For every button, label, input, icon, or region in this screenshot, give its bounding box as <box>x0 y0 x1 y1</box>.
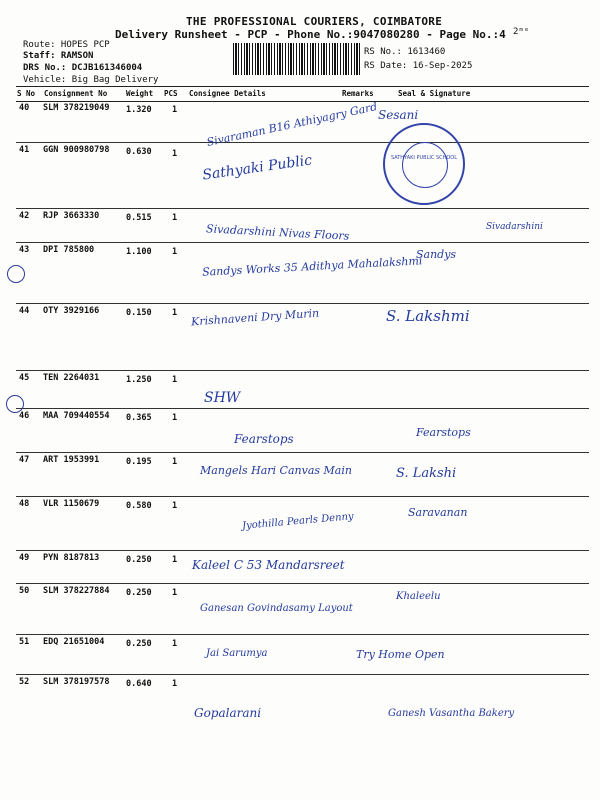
row-weight: 0.250 <box>126 555 152 565</box>
row-consignment: RJP 3663330 <box>43 211 100 221</box>
column-header-seal: Seal & Signature <box>398 89 471 98</box>
handwritten-consignee: Jai Sarumya <box>206 648 268 659</box>
column-header-pcs: PCS <box>164 89 178 98</box>
row-pcs: 1 <box>172 149 178 159</box>
table-row <box>16 550 589 584</box>
row-weight: 0.150 <box>126 308 152 318</box>
table-row <box>16 496 589 551</box>
handwritten-signature: Try Home Open <box>356 648 445 661</box>
table-row <box>16 100 589 149</box>
row-pcs: 1 <box>172 679 178 689</box>
row-consignment: MAA 709440554 <box>43 411 110 421</box>
page-title: THE PROFESSIONAL COURIERS, COIMBATORE <box>186 15 443 28</box>
table-row <box>16 370 589 409</box>
row-sno: 43 <box>19 245 30 255</box>
table-row <box>16 408 589 453</box>
row-pcs: 1 <box>172 213 178 223</box>
table-row <box>16 242 589 304</box>
table-row <box>16 208 589 243</box>
column-header-consignee: Consignee Details <box>189 89 266 98</box>
row-weight: 0.580 <box>126 501 152 511</box>
row-sno: 44 <box>19 306 30 316</box>
row-pcs: 1 <box>172 413 178 423</box>
circle-mark-44 <box>7 265 25 283</box>
handwritten-signature: Sivadarshini <box>486 222 543 232</box>
row-weight: 0.195 <box>126 457 152 467</box>
row-pcs: 1 <box>172 639 178 649</box>
row-weight: 0.515 <box>126 213 152 223</box>
row-consignment: GGN 900980798 <box>43 145 110 155</box>
row-pcs: 1 <box>172 555 178 565</box>
row-weight: 1.320 <box>126 105 152 115</box>
row-pcs: 1 <box>172 308 178 318</box>
row-consignment: SLM 378219049 <box>43 103 110 113</box>
row-consignment: ART 1953991 <box>43 455 100 465</box>
handwritten-signature: Sesani <box>378 108 419 122</box>
table-row <box>16 303 589 371</box>
handwritten-signature: Fearstops <box>416 426 471 439</box>
handwritten-consignee: Kaleel C 53 Mandarsreet <box>192 558 345 572</box>
school-stamp <box>383 123 465 205</box>
column-header-weight: Weight <box>126 89 154 98</box>
handwritten-consignee: Krishnaveni Dry Murin <box>190 306 320 329</box>
row-consignment: TEN 2264031 <box>43 373 100 383</box>
row-pcs: 1 <box>172 501 178 511</box>
row-sno: 52 <box>19 677 30 687</box>
circle-mark-47 <box>6 395 24 413</box>
handwritten-signature: Ganesh Vasantha Bakery <box>388 708 515 719</box>
row-sno: 50 <box>19 586 30 596</box>
school-stamp-text: SATHYAKI PUBLIC SCHOOL <box>390 155 458 161</box>
corner-mark: 2ᵐᵉ <box>513 27 530 37</box>
row-weight: 1.250 <box>126 375 152 385</box>
drs-label: DRS No.: DCJB161346004 <box>23 63 143 73</box>
row-sno: 41 <box>19 145 30 155</box>
school-stamp-inner <box>402 142 448 188</box>
row-consignment: PYN 8187813 <box>43 553 100 563</box>
table-row <box>16 452 589 497</box>
handwritten-consignee: Fearstops <box>234 432 294 446</box>
row-sno: 46 <box>19 411 30 421</box>
row-pcs: 1 <box>172 375 178 385</box>
rs-date: RS Date: 16-Sep-2025 <box>364 61 473 71</box>
row-sno: 40 <box>19 103 30 113</box>
handwritten-consignee: Gopalarani <box>194 706 262 720</box>
handwritten-signature: Sandys <box>416 248 457 261</box>
row-weight: 0.250 <box>126 639 152 649</box>
row-sno: 51 <box>19 637 30 647</box>
page-subtitle: Delivery Runsheet - PCP - Phone No.:9047080280 - Page No.:4 <box>115 28 506 41</box>
row-consignment: OTY 3929166 <box>43 306 100 316</box>
route-label: Route: HOPES PCP <box>23 40 110 50</box>
handwritten-consignee: Ganesan Govindasamy Layout <box>200 603 353 614</box>
row-consignment: EDQ 21651004 <box>43 637 105 647</box>
vehicle-label: Vehicle: Big Bag Delivery <box>23 75 159 85</box>
handwritten-signature: S. Lakshi <box>396 466 457 481</box>
table-row <box>16 634 589 675</box>
row-weight: 0.250 <box>126 588 152 598</box>
column-header-sno: S No <box>17 89 36 98</box>
row-pcs: 1 <box>172 105 178 115</box>
row-sno: 48 <box>19 499 30 509</box>
handwritten-consignee: Sivadarshini Nivas Floors <box>205 222 350 243</box>
row-weight: 0.630 <box>126 147 152 157</box>
row-sno: 47 <box>19 455 30 465</box>
handwritten-consignee: Jyothilla Pearls Denny <box>241 511 355 532</box>
row-pcs: 1 <box>172 588 178 598</box>
table-row <box>16 142 589 209</box>
rs-number: RS No.: 1613460 <box>364 47 446 57</box>
handwritten-signature: Saravanan <box>408 506 468 519</box>
table-row <box>16 674 589 750</box>
handwritten-consignee: Mangels Hari Canvas Main <box>200 464 352 477</box>
handwritten-consignee: SHW <box>204 390 241 406</box>
row-sno: 45 <box>19 373 30 383</box>
row-weight: 0.640 <box>126 679 152 689</box>
row-sno: 49 <box>19 553 30 563</box>
column-header-remarks: Remarks <box>342 89 374 98</box>
row-weight: 0.365 <box>126 413 152 423</box>
staff-label: Staff: RAMSON <box>23 51 94 61</box>
row-consignment: SLM 378227884 <box>43 586 110 596</box>
row-consignment: DPI 785800 <box>43 245 95 255</box>
handwritten-consignee: Sandys Works 35 Adithya Mahalakshmi <box>201 254 423 279</box>
handwritten-signature: S. Lakshmi <box>386 307 470 325</box>
table-row <box>16 583 589 635</box>
row-sno: 42 <box>19 211 30 221</box>
handwritten-consignee: Sivaraman B16 Athiyagry Gard <box>205 100 379 149</box>
handwritten-signature: Khaleelu <box>396 591 441 602</box>
column-header-consignment: Consignment No <box>44 89 108 98</box>
barcode <box>233 43 361 75</box>
row-weight: 1.100 <box>126 247 152 257</box>
row-consignment: SLM 378197578 <box>43 677 110 687</box>
row-pcs: 1 <box>172 247 178 257</box>
handwritten-consignee: Sathyaki Public <box>201 152 314 184</box>
row-consignment: VLR 1150679 <box>43 499 100 509</box>
row-pcs: 1 <box>172 457 178 467</box>
